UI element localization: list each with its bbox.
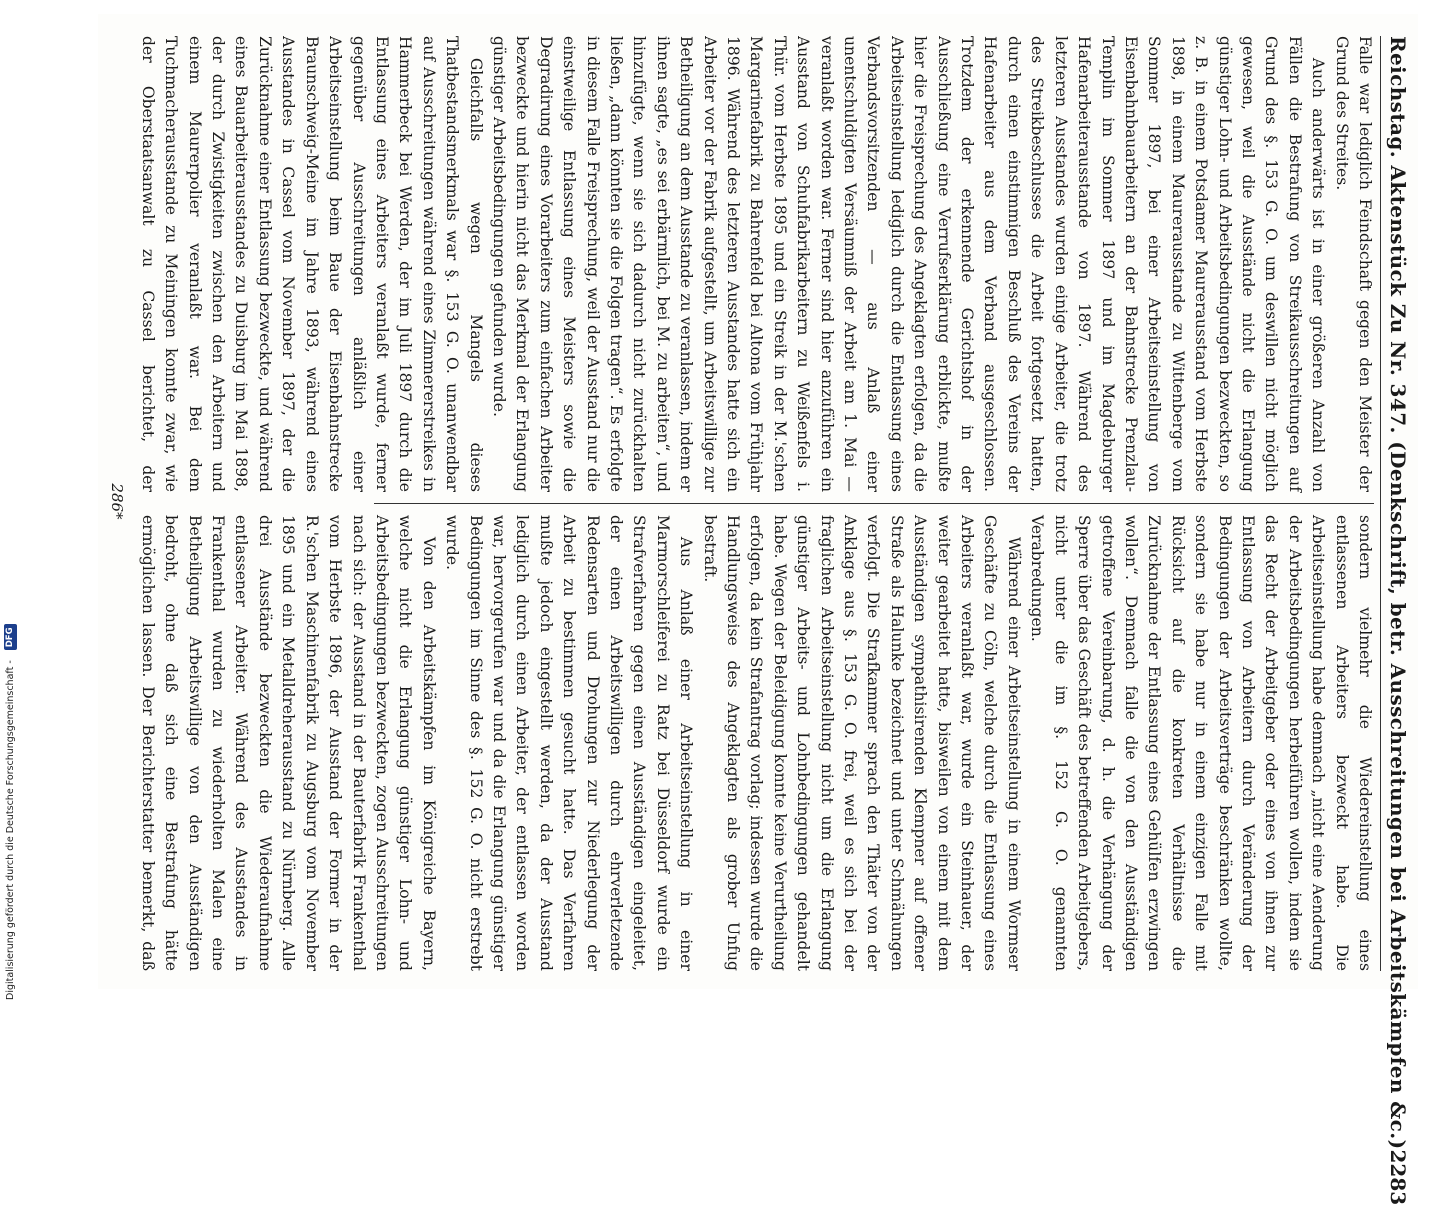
page-header <box>1380 36 1410 971</box>
paragraph: sondern vielmehr die Wiedereinstellung eines entlassenen Arbeiters bezweckt habe. Die Arbeitseinstellung habe demnach „nicht eine Aenderung der Arbeitsbedingungen herbeiführen wollen, indem sie das Recht der Arbeitgeber oder eines von ihnen zur Entlassung von Arbeitern durch Veränderung der Bedingungen der Arbeitsverträge beschränken wollte, sondern sie habe nur in einem einzigen Falle mit Rücksicht auf die konkreten Verhältnisse die Zurücknahme der Entlassung eines Gehülfen erzwingen wollen“. Demnach falle die von den Ausständigen getroffene Vereinbarung, d. h. die Verhängung der Sperre über das Geschäft des betreffenden Arbeitgebers, nicht unter die im §. 152 G. O. genannten Verabredungen. <box>1025 515 1376 971</box>
paragraph: Gleichfalls wegen Mangels dieses Thatbestandsmerkmals war §. 153 G. O. unanwendbar auf Ausschreitungen während eines Zimmererstreikes in Hammerbeck bei Werden, der im Juli 1897 durch die Entlassung eines Arbeiters veranlaßt wurde, ferner gegenüber Ausschreitungen anläßlich einer Arbeitseinstellung beim Baue der Eisenbahnstrecke Braunschweig-Meine im Jahre 1893, während eines Ausstandes in Cassel vom November 1897, der die Zurücknahme einer Entlassung bezweckte, und während eines Bauarbeiterausstandes zu Duisburg im Mai 1898, der durch Zwistigkeiten zwischen den Arbeitern und einem Maurerpolier veranlaßt war. Bei dem Tuchmacherausstande zu Meiningen konnte zwar, wie der Oberstaatsanwalt zu Cassel berichtet, der <box>136 36 487 492</box>
dfg-logo-icon: DFG <box>4 624 17 650</box>
scanned-page <box>98 14 1418 989</box>
paragraph: Falle war lediglich Feindschaft gegen den Meister der Grund des Streites. <box>1329 36 1376 492</box>
credit-text: Digitalisierung gefördert durch die Deutsche Forschungsgemeinschaft - <box>5 660 16 1000</box>
running-title: Reichstag. Aktenstück Zu Nr. 347. (Denkschrift, betr. Ausschreitungen bei Arbeitskämpfen &c.) <box>1386 36 1410 1150</box>
digitization-credit <box>2 0 18 1000</box>
left-column <box>136 36 1376 503</box>
page-number: 2283 <box>1386 1150 1410 1205</box>
paragraph: Von den Arbeitskämpfen im Königreiche Bayern, welche nicht die Erlangung günstiger Lohn- und Arbeitsbedingungen bezweckten, zogen Ausschreitungen nach sich: der Ausstand in der Bauterfabrik Frankenthal vom Herbste 1896, der Ausstand der Former in der R.'schen Maschinenfabrik zu Augsburg vom November 1895 und ein Metalldreherausstand zu Nürnberg. Alle drei Ausstände bezweckten die Wiederaufnahme entlassener Arbeiter. Während des Ausstandes in Frankenthal wurden zu wiederholten Malen eine Betheiligung Arbeitswillige von den Ausständigen bedroht, ohne daß sich eine Bestrafung hätte ermöglichen lassen. Der Berichterstatter bemerkt, daß <box>136 515 440 971</box>
paragraph: Aus Anlaß einer Arbeitseinstellung in einer Marmorschleiferei zu Ratz bei Düsseldorf wurde ein Strafverfahren gegen einen Ausständigen eingeleitet, der einen Arbeitswilligen durch ehrverletzende Redensarten und Drohungen zur Niederlegung der Arbeit zu bestimmen gesucht hatte. Das Verfahren mußte jedoch eingestellt werden, da der Ausstand lediglich durch einen Arbeiter, der entlassen worden war, hervorgerufen war und da die Erlangung günstiger Bedingungen im Sinne des §. 152 G. O. nicht erstrebt wurde. <box>440 515 697 971</box>
sheet-number: 286* <box>108 14 126 989</box>
right-column <box>136 504 1376 971</box>
paragraph: Auch anderwärts ist in einer größeren Anzahl von Fällen die Bestrafung von Streikausschreitungen auf Grund des §. 153 G. O. um deswillen nicht möglich gewesen, weil die Ausstände nicht die Erlangung günstiger Lohn- und Arbeitsbedingungen bezweckten, so z. B. in einem Potsdamer Maurerausstand vom Herbste 1898, in einem Maurerausstande zu Wittenberge vom Sommer 1897, bei einer Arbeitseinstellung von Eisenbahnbauarbeitern an der Bahnstrecke Prenzlau-Templin im Sommer 1897 und im Magdeburger Hafenarbeiterausstande von 1897. Während des letzteren Ausstandes wurden einige Arbeiter, die trotz des Streikbeschlusses die Arbeit fortgesetzt hatten, durch einen einstimmigen Beschluß des Vereins der Hafenarbeiter aus dem Verband ausgeschlossen. Trotzdem der erkennende Gerichtshof in der Ausschließung eine Verrufserklärung erblickte, mußte hier die Freisprechung des Angeklagten erfolgen, da die Arbeitseinstellung lediglich durch die Entlassung eines Verbandsvorsitzenden — aus Anlaß einer unentschuldigten Versäumniß der Arbeit am 1. Mai — veranlaßt worden war. Ferner sind hier anzuführen ein Ausstand von Schuhfabrikarbeitern zu Weißenfels i. Thür. vom Herbste 1895 und ein Streik in der M.'schen Margarinefabrik zu Bahrenfeld bei Altona vom Frühjahr 1896. Während des letzteren Ausstandes hatte sich ein Arbeiter vor der Fabrik aufgestellt, um Arbeitswillige zur Betheiligung an dem Ausstande zu veranlassen, indem er ihnen sagte, „es sei erbärmlich, bei M. zu arbeiten“, und hinzufügte, wenn sie sich dadurch nicht zurückhalten ließen, „dann könnten sie die Folgen tragen“. Es erfolgte in diesem Falle Freisprechung, weil der Ausstand nur die einstweilige Entlassung eines Meisters sowie die Degradirung eines Vorarbeiters zum einfachen Arbeiter bezweckte und hierin nicht das Merkmal der Erlangung günstiger Arbeitsbedingungen gefunden wurde. <box>487 36 1330 492</box>
text-columns <box>136 36 1376 971</box>
paragraph: Während einer Arbeitseinstellung in einem Wormser Geschäfte zu Cöln, welche durch die Entlassung eines Arbeiters veranlaßt war, wurde ein Steinhauer, der weiter gearbeitet hatte, bisweilen von einem mit dem Ausständigen sympathisirenden Klempner auf offener Straße als Halunke bezeichnet und unter Schmähungen verfolgt. Die Strafkammer sprach den Thäter von der Anklage aus §. 153 G. O. frei, weil es sich bei der fraglichen Arbeitseinstellung nicht um die Erlangung günstiger Arbeits- und Lohnbedingungen gehandelt habe. Wegen der Beleidigung konnte keine Verurtheilung erfolgen, da kein Strafantrag vorlag; indessen wurde die Handlungsweise des Angeklagten als grober Unfug bestraft. <box>697 515 1025 971</box>
